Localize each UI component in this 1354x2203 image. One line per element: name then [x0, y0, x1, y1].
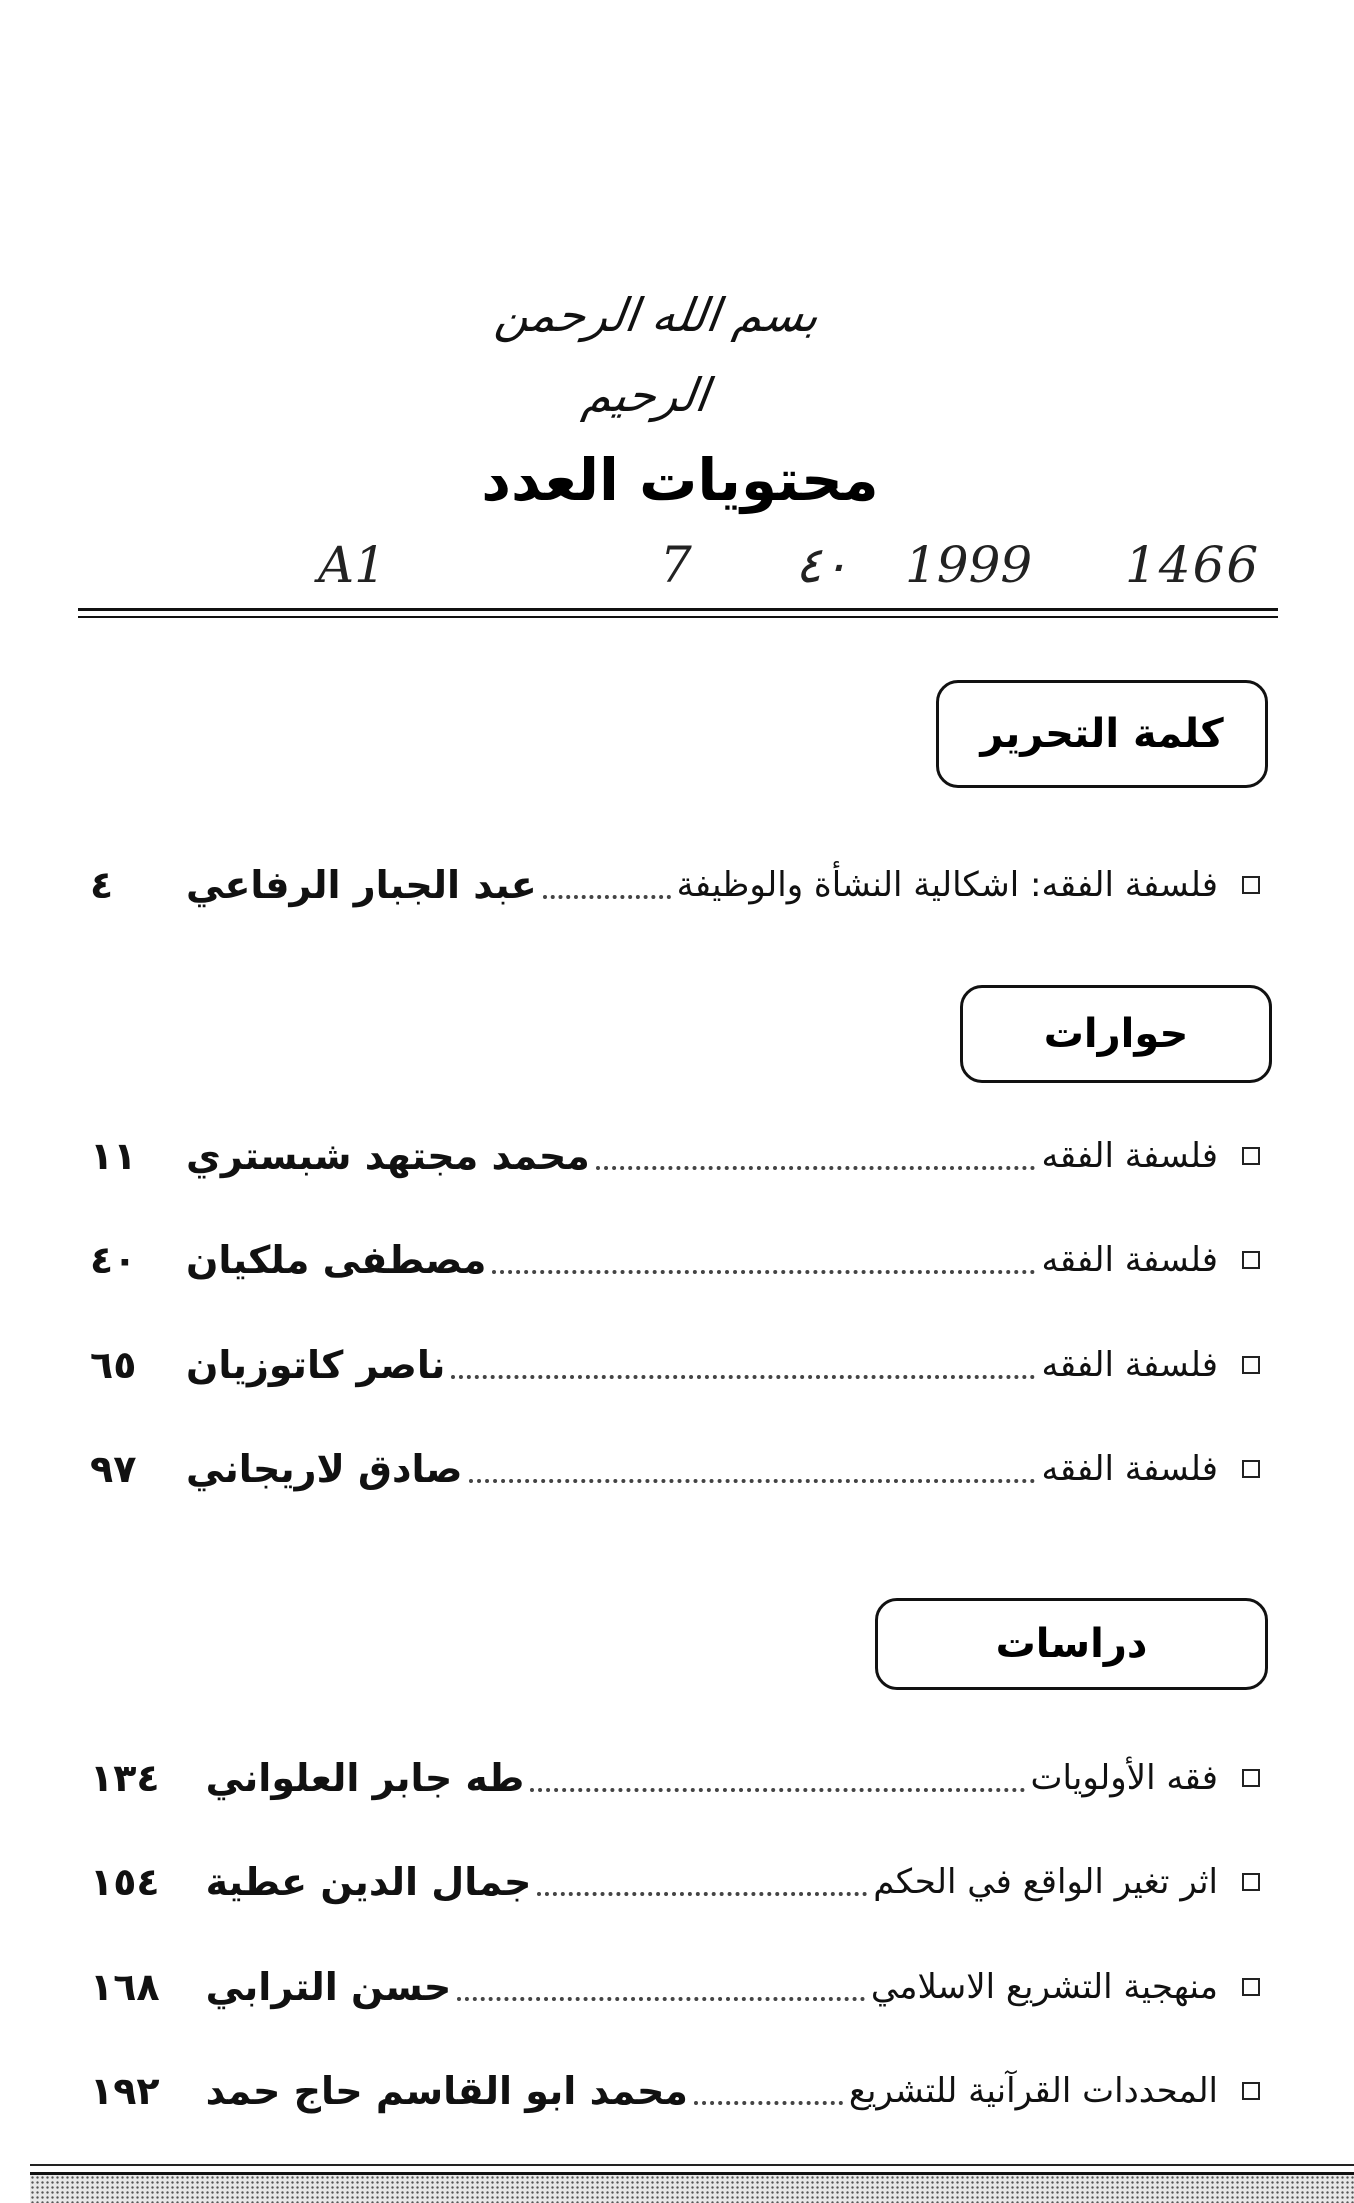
section-heading-studies: دراسات: [875, 1598, 1268, 1690]
entry-author: ناصر كاتوزيان: [186, 1343, 446, 1387]
leader-dots: [537, 1892, 867, 1896]
entry-author: محمد مجتهد شبستري: [186, 1134, 590, 1178]
entry-page-number: ٦٥: [90, 1343, 137, 1387]
leader-dots: [492, 1270, 1035, 1274]
entry-title: فلسفة الفقه: [1041, 1136, 1218, 1176]
bullet-square-icon: [1242, 1147, 1260, 1165]
toc-entry[interactable]: [90, 1333, 1260, 1397]
entry-author: مصطفى ملكيان: [186, 1238, 487, 1282]
entry-title: فلسفة الفقه: اشكالية النشأة والوظيفة: [676, 865, 1218, 905]
page-title: محتويات العدد: [481, 446, 879, 514]
bullet-square-icon: [1242, 876, 1260, 894]
entry-page-number: ١٦٨: [90, 1965, 160, 2009]
handwritten-note: A1: [318, 536, 386, 594]
toc-entry[interactable]: [90, 1437, 1260, 1501]
toc-entry[interactable]: [90, 1124, 1260, 1188]
entry-author: عبد الجبار الرفاعي: [186, 863, 537, 907]
toc-entry[interactable]: [90, 1746, 1260, 1810]
entry-title: فلسفة الفقه: [1041, 1240, 1218, 1280]
handwritten-note: 1466: [1125, 536, 1261, 594]
entry-title: منهجية التشريع الاسلامي: [870, 1967, 1218, 2007]
bullet-square-icon: [1242, 1356, 1260, 1374]
toc-entry[interactable]: [90, 2059, 1260, 2123]
leader-dots: [596, 1166, 1036, 1170]
handwritten-note: ٤٠: [795, 536, 849, 594]
entry-page-number: ١٥٤: [90, 1860, 160, 1904]
bullet-square-icon: [1242, 1251, 1260, 1269]
divider-line: [78, 616, 1278, 618]
leader-dots: [469, 1479, 1036, 1483]
basmala-calligraphy: بسم الله الرحمن الرحيم: [491, 288, 823, 422]
entry-page-number: ٤: [90, 863, 114, 907]
bullet-square-icon: [1242, 2082, 1260, 2100]
toc-entry[interactable]: [90, 1850, 1260, 1914]
footer-rule: [30, 2164, 1354, 2166]
toc-entry[interactable]: [90, 1955, 1260, 2019]
entry-title: المحددات القرآنية للتشريع: [848, 2071, 1218, 2111]
bullet-square-icon: [1242, 1873, 1260, 1891]
divider-line: [78, 608, 1278, 611]
entry-page-number: ٤٠: [90, 1238, 137, 1282]
leader-dots: [530, 1788, 1024, 1792]
leader-dots: [451, 1375, 1035, 1379]
toc-entry[interactable]: [90, 1228, 1260, 1292]
entry-title: فقه الأولويات: [1030, 1758, 1218, 1798]
bullet-square-icon: [1242, 1978, 1260, 1996]
bullet-square-icon: [1242, 1769, 1260, 1787]
entry-title: اثر تغير الواقع في الحكم: [873, 1862, 1218, 1902]
entry-title: فلسفة الفقه: [1041, 1345, 1218, 1385]
footer-pattern-band: [30, 2172, 1354, 2203]
section-heading-editorial: كلمة التحرير: [936, 680, 1268, 788]
bullet-square-icon: [1242, 1460, 1260, 1478]
entry-author: طه جابر العلواني: [205, 1756, 525, 1800]
entry-author: محمد ابو القاسم حاج حمد: [205, 2069, 688, 2113]
toc-entry[interactable]: [90, 853, 1260, 917]
entry-author: جمال الدين عطية: [205, 1860, 532, 1904]
leader-dots: [694, 2101, 843, 2105]
leader-dots: [543, 895, 671, 899]
entry-page-number: ١٣٤: [90, 1756, 160, 1800]
handwritten-note: 7: [660, 536, 692, 594]
entry-author: حسن الترابي: [205, 1965, 452, 2009]
entry-page-number: ٩٧: [90, 1447, 137, 1491]
entry-page-number: ١١: [90, 1134, 137, 1178]
leader-dots: [457, 1997, 865, 2001]
entry-page-number: ١٩٢: [90, 2069, 160, 2113]
entry-title: فلسفة الفقه: [1041, 1449, 1218, 1489]
entry-author: صادق لاريجاني: [186, 1447, 463, 1491]
handwritten-note: 1999: [905, 536, 1033, 594]
section-heading-interviews: حوارات: [960, 985, 1272, 1083]
